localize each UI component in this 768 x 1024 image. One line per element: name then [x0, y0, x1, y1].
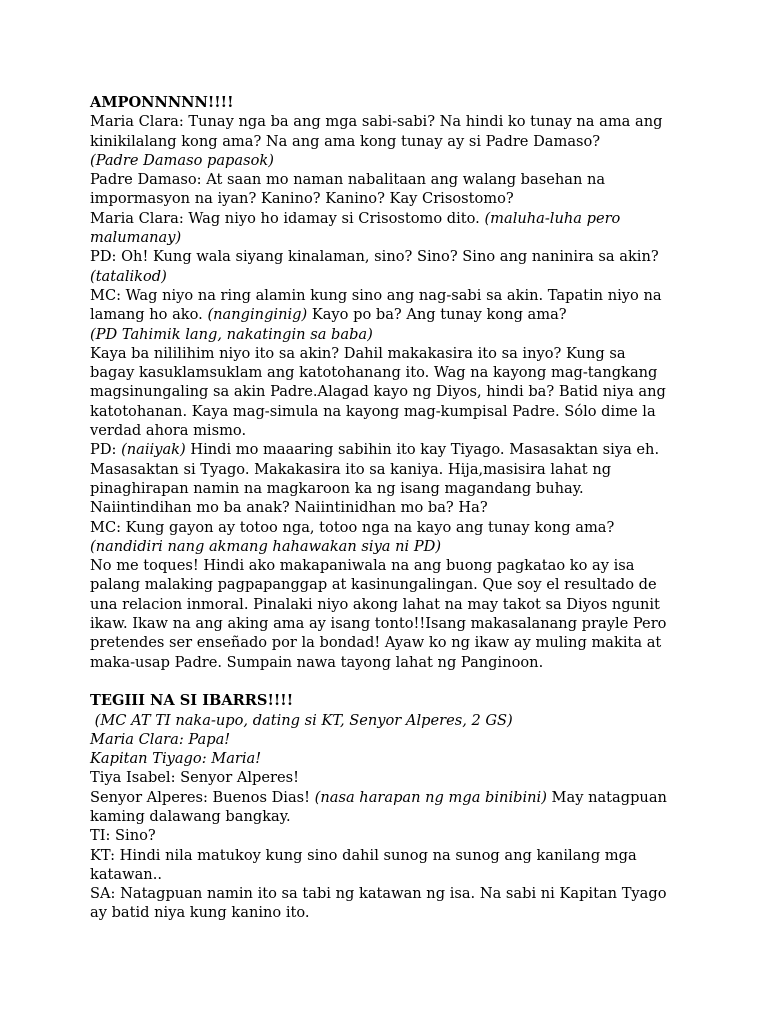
stage-direction: malumanay)	[90, 229, 182, 247]
dialogue-text: PD:	[90, 441, 122, 459]
stage-direction: (nasa harapan ng mga binibini)	[314, 788, 547, 806]
dialogue-line: Maria Clara: Tunay nga ba ang mga sabi-sabi? Na hindi ko tunay na ama ang	[90, 113, 663, 131]
dialogue-line: una relacion inmoral. Pinalaki niyo akong lahat na may takot sa Diyos ngunit	[90, 595, 660, 613]
dialogue-line	[90, 788, 708, 807]
dialogue-line	[90, 440, 708, 459]
dialogue-line: bagay kasuklamsuklam ang katotohanang ito. Wag na kayong mag-tangkang	[90, 364, 658, 382]
stage-direction: (PD Tahimik lang, nakatingin sa baba)	[90, 325, 373, 343]
dialogue-line: Naiintindihan mo ba anak? Naiintinidhan mo ba? Ha?	[90, 499, 488, 517]
stage-direction: (tatalikod)	[90, 267, 167, 285]
dialogue-line: MC: Wag niyo na ring alamin kung sino ang nag-sabi sa akin. Tapatin niyo na	[90, 286, 662, 304]
dialogue-line: Maria Clara: Papa!	[90, 730, 231, 748]
dialogue-line: magsinungaling sa akin Padre.Alagad kayo ng Diyos, hindi ba? Batid niya ang	[90, 383, 666, 401]
stage-direction: (nandidiri nang akmang hahawakan siya ni PD)	[90, 537, 442, 555]
stage-direction: (nanginginig)	[207, 306, 308, 324]
dialogue-line	[90, 209, 708, 228]
stage-direction: (Padre Damaso papasok)	[90, 151, 274, 169]
dialogue-text: Maria Clara: Wag niyo ho idamay si Crisostomo dito.	[90, 209, 485, 227]
scene-heading: TEGIII NA SI IBARRS!!!!	[90, 692, 294, 710]
dialogue-line: Masasaktan si Tyago. Makakasira ito sa kaniya. Hija,masisira lahat ng	[90, 460, 612, 478]
dialogue-text: Hindi mo maaaring sabihin ito kay Tiyago. Masasaktan siya eh.	[185, 441, 660, 459]
dialogue-line: Kapitan Tiyago: Maria!	[90, 750, 262, 768]
dialogue-line: ikaw. Ikaw na ang aking ama ay isang tonto!!Isang makasalanang prayle Pero	[90, 615, 667, 633]
dialogue-line: verdad ahora mismo.	[90, 422, 247, 440]
dialogue-line: Padre Damaso: At saan mo naman nabalitaan ang walang basehan na	[90, 171, 606, 189]
dialogue-text: Kayo po ba? Ang tunay kong ama?	[307, 306, 567, 324]
dialogue-line: ay batid niya kung kanino ito.	[90, 904, 310, 922]
paragraph-gap	[90, 672, 708, 691]
dialogue-text: Senyor Alperes: Buenos Dias!	[90, 788, 315, 806]
stage-direction: (MC AT TI naka-upo, dating si KT, Senyor Alperes, 2 GS)	[90, 711, 513, 729]
dialogue-line: katotohanan. Kaya mag-simula na kayong mag-kumpisal Padre. Sólo dime la	[90, 402, 656, 420]
dialogue-line: palang malaking pagpapanggap at kasinungalingan. Que soy el resultado de	[90, 576, 657, 594]
dialogue-line	[90, 305, 708, 324]
dialogue-line: kaming dalawang bangkay.	[90, 807, 291, 825]
dialogue-line: kinikilalang kong ama? Na ang ama kong tunay ay si Padre Damaso?	[90, 132, 601, 150]
stage-direction: (maluha-luha pero	[484, 209, 621, 227]
dialogue-line: Kaya ba nililihim niyo ito sa akin? Dahil makakasira ito sa inyo? Kung sa	[90, 344, 626, 362]
dialogue-line: Tiya Isabel: Senyor Alperes!	[90, 769, 299, 787]
dialogue-line: pinaghirapan namin na magkaroon ka ng isang magandang buhay.	[90, 479, 584, 497]
dialogue-line: impormasyon na iyan? Kanino? Kanino? Kay Crisostomo?	[90, 190, 514, 208]
stage-direction: (naiiyak)	[121, 441, 186, 459]
dialogue-text: lamang ho ako.	[90, 306, 208, 324]
scene-amponnnnn	[90, 93, 708, 672]
dialogue-line: katawan..	[90, 865, 162, 883]
scene-heading: AMPONNNNN!!!!	[90, 94, 234, 111]
dialogue-line: pretendes ser enseñado por la bondad! Ayaw ko ng ikaw ay muling makita at	[90, 634, 662, 652]
dialogue-line: TI: Sino?	[90, 827, 156, 845]
dialogue-line: PD: Oh! Kung wala siyang kinalaman, sino? Sino? Sino ang naninira sa akin?	[90, 248, 659, 266]
dialogue-line: No me toques! Hindi ako makapaniwala na ang buong pagkatao ko ay isa	[90, 557, 635, 575]
dialogue-line: MC: Kung gayon ay totoo nga, totoo nga na kayo ang tunay kong ama?	[90, 518, 615, 536]
dialogue-line: maka-usap Padre. Sumpain nawa tayong lahat ng Panginoon.	[90, 653, 544, 671]
dialogue-text: May natagpuan	[546, 788, 667, 806]
dialogue-line: KT: Hindi nila matukoy kung sino dahil sunog na sunog ang kanilang mga	[90, 846, 637, 864]
dialogue-line: SA: Natagpuan namin ito sa tabi ng katawan ng isa. Na sabi ni Kapitan Tyago	[90, 885, 667, 903]
scene-tegiii	[90, 691, 708, 923]
